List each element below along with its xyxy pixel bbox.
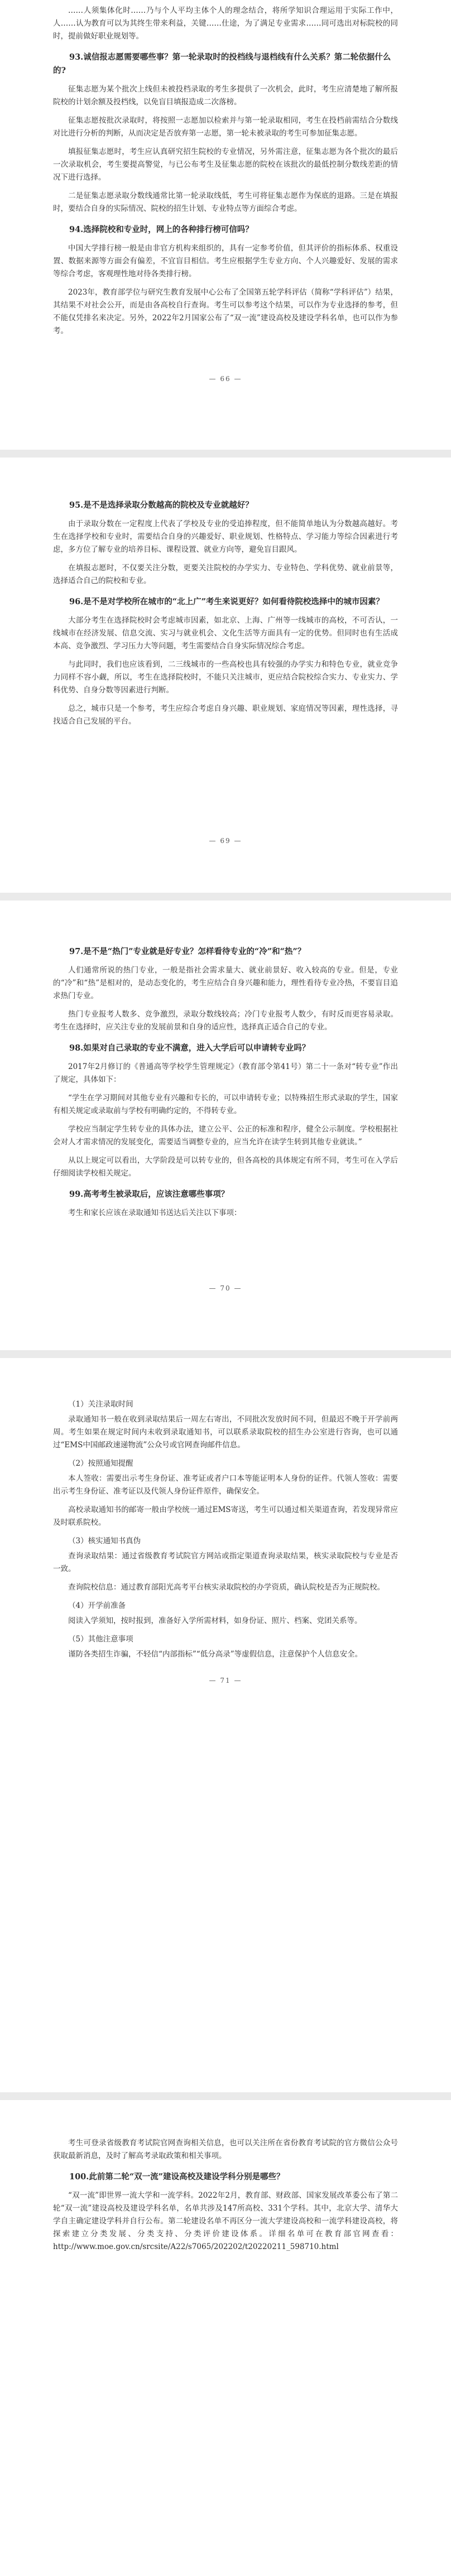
paragraph: 考生和家长应该在录取通知书送达后关注以下事项：: [68, 1208, 242, 1217]
page-divider: [0, 893, 451, 901]
page-number: — 69 —: [209, 837, 242, 845]
paragraph: 高校录取通知书的邮寄一般由学校统一通过EMS寄送，考生可以通过相关渠道查询，若发现异常应及时联系院校。: [53, 1505, 398, 1527]
document-page-3: [0, 915, 451, 1306]
question-96-heading: 96.是不是对学校所在城市的“北上广”考生来说更好？如何看待院校选择中的城市因素？: [69, 597, 384, 606]
paragraph: 查询院校信息：通过教育部阳光高考平台核实录取院校的办学资质，确认院校是否为正规院校。: [68, 1583, 385, 1592]
paragraph: 2017年2月修订的《普通高等学校学生管理规定》（教育部令第41号）第二十一条对“转专业”作出了规定，具体如下：: [53, 1062, 398, 1084]
document-page-5: [0, 2115, 451, 2449]
page-divider: [0, 2092, 451, 2100]
paragraph: 大部分考生在选择院校时会考虑城市因素，如北京、上海、广州等一线城市的高校，不可否认，一线城市在经济发展、信息交流、实习与就业机会、文化生活等方面具有一定的优势。但同时也有生活成本高、竞争激烈、学习压力大等问题，考生需要结合自身实际情况综合考虑。: [53, 616, 398, 651]
document-page-1: [0, 0, 451, 391]
page-number: — 66 —: [209, 375, 242, 383]
paragraph: 人们通常所说的热门专业，一般是指社会需求量大、就业前景好、收入较高的专业。但是，专业的“冷”和“热”是相对的，是动态变化的，考生应结合自身兴趣和能力，理性看待专业冷热，不要盲目追求热门专业。: [53, 966, 398, 1000]
subheading: （1）关注录取时间: [68, 1400, 133, 1409]
subheading: （2）按照通知提醒: [68, 1459, 133, 1468]
paragraph: 总之，城市只是一个参考，考生应综合考虑自身兴趣、职业规划、家庭情况等因素，理性选择，寻找适合自己发展的平台。: [53, 704, 398, 726]
page-number: — 70 —: [209, 1284, 242, 1292]
paragraph: 录取通知书一般在收到录取结果后一周左右寄出，不同批次发放时间不同，但最迟不晚于开学前两周。考生如果在规定时间内未收到录取通知书，可以联系录取院校的招生办公室进行咨询，也可以通过“EMS中国邮政速递物流”公众号或官网查询邮件信息。: [53, 1415, 398, 1450]
paragraph: 与此同时，我们也应该看到，二三线城市的一些高校也具有较强的办学实力和特色专业，就业竞争力同样不容小觑，所以，考生在选择院校时，不能只关注城市，更应结合院校综合实力、专业实力、学科优势、自身分数等因素进行判断。: [53, 660, 398, 695]
paragraph: 本人签收：需要出示考生身份证、准考证或者户口本等能证明本人身份的证件。代领人签收：需要出示考生身份证、准考证以及代领人身份证件原件，确保安全。: [53, 1474, 398, 1496]
paragraph: 阅读入学须知，按时报到，准备好入学所需材料，如身份证、照片、档案、党团关系等。: [68, 1616, 362, 1625]
paragraph: 由于录取分数在一定程度上代表了学校及专业的受追捧程度，但不能简单地认为分数越高越好。考生在选择学校和专业时，需要结合自身的兴趣爱好、职业规划、性格特点、学习能力等综合因素进行考虑，多方位了解专业的培养目标、课程设置、就业方向等，避免盲目跟风。: [53, 519, 398, 554]
paragraph: 考生可登录省级教育考试院官网查询相关信息，也可以关注所在省份教育考试院的官方微信公众号获取最新消息，及时了解高考录取政策和相关事项。: [53, 2139, 398, 2160]
question-94-heading: 94.选择院校和专业时，网上的各种排行榜可信吗？: [69, 225, 253, 234]
paragraph: 从以上规定可以看出，大学阶段是可以转专业的，但各高校的具体规定有所不同，考生可在入学后仔细阅读学校相关规定。: [53, 1156, 398, 1178]
paragraph: 中国大学排行榜一般是由非官方机构来组织的，具有一定参考价值，但其评价的指标体系、权重设置、数据来源等方面会有偏差，不宜盲目相信。考生应根据学生专业方向、个人兴趣爱好、发展的需求等综合考虑，客观理性地对待各类排行榜。: [53, 244, 398, 278]
page-number: — 71 —: [209, 1677, 242, 1684]
paragraph: 谨防各类招生诈骗，不轻信“内部指标”“低分高录”等虚假信息，注意保护个人信息安全。: [68, 1650, 363, 1659]
page-divider: [0, 1350, 451, 1358]
question-97-heading: 97.是不是“热门”专业就是好专业？怎样看待专业的“冷”和“热”？: [69, 947, 306, 956]
paragraph: 学校应当制定学生转专业的具体办法，建立公平、公正的标准和程序，健全公示制度。学校根据社会对人才需求情况的发展变化，需要适当调整专业的，应当允许在读学生转到其他专业就读。”: [53, 1125, 398, 1147]
paragraph: “学生在学习期间对其他专业有兴趣和专长的，可以申请转专业；以特殊招生形式录取的学生，国家有相关规定或录取前与学校有明确约定的，不得转专业。: [53, 1094, 398, 1115]
question-99-heading: 99.高考考生被录取后，应该注意哪些事项？: [69, 1190, 229, 1199]
question-95-heading: 95.是不是选择录取分数越高的院校及专业就越好？: [69, 500, 253, 510]
intro-paragraph: ……人须集体化时……乃与个人平均主体个人的理念结合，将所学知识合理运用于实际工作中，人……认为教育可以为其终生带来利益，关键……仕途，为了满足专业需求……同可选出对标院校的同时，提前做好职业规划等。: [53, 6, 398, 41]
question-93-heading: 93.诚信报志愿需要哪些事？第一轮录取时的投档线与退档线有什么关系？第二轮依据什么的?: [53, 52, 391, 75]
paragraph: 查询录取结果：通过省级教育考试院官方网站或指定渠道查询录取结果，核实录取院校与专业是否一致。: [53, 1552, 398, 1573]
paragraph: 征集志愿按批次录取时，将按照一志愿加以检索并与第一轮录取相同，考生在投档前需结合分数线对比进行分析的判断，从而决定是否放弃第一志愿，第一轮未被录取的考生可参加征集志愿。: [53, 116, 398, 138]
subheading: （4）开学前准备: [68, 1601, 126, 1610]
paragraph: 在填报志愿时，不仅要关注分数，更要关注院校的办学实力、专业特色、学科优势、就业前景等，选择适合自己的院校和专业。: [53, 564, 398, 585]
document-page-4: [0, 1373, 451, 1685]
question-100-heading: 100.此前第二轮“双一流”建设高校及建设学科分别是哪些？: [69, 2172, 285, 2182]
subheading: （3）核实通知书真伪: [68, 1537, 141, 1545]
paragraph: 热门专业报考人数多、竞争激烈，录取分数线较高；冷门专业报考人数少，有时反而更容易录取。考生在选择时，应关注专业的发展前景和自身的适应性，选择真正适合自己的专业。: [53, 1010, 398, 1032]
paragraph: 二是征集志愿录取分数线通常比第一轮录取线低，考生可将征集志愿作为保底的退路。三是在填报时，要结合自身的实际情况、院校的招生计划、专业特点等方面综合考虑。: [53, 191, 398, 213]
paragraph-with-link: “双一流”即世界一流大学和一流学科。2022年2月，教育部、财政部、国家发展改革委公布了第二轮“双一流”建设高校及建设学科名单，名单共涉及147所高校、331个学科。其中，北京大学、清华大学自主确定建设学科并自行公布。第二轮建设名单不再区分一流大学建设高校和一流学科建设高校，将探索建立分类发展、分类支持、分类评价建设体系。详细名单可在教育部官网查看：http://www.moe.gov.cn/srcsite/A22/s7065/202202/t20220211_598710.html: [53, 2191, 398, 2251]
document-page-2: [0, 469, 451, 859]
paragraph: 征集志愿为某个批次上线但未被投档录取的考生多提供了一次机会，此时，考生应清楚地了解所报院校的计划余额及投档线，以免盲目填报造成二次落榜。: [53, 85, 398, 107]
page-divider: [0, 450, 451, 458]
question-98-heading: 98.如果对自己录取的专业不满意，进入大学后可以申请转专业吗？: [69, 1043, 310, 1053]
subheading: （5）其他注意事项: [68, 1635, 133, 1644]
paragraph: 填报征集志愿时，考生应认真研究招生院校的专业情况，另外需注意，征集志愿为各个批次的最后一次录取机会，考生要提高警觉，与已公布考生及征集志愿的院校在该批次的最低控制分数线差距的情况下进行选择。: [53, 147, 398, 182]
paragraph: 2023年，教育部学位与研究生教育发展中心公布了全国第五轮学科评估（简称“学科评估”）结果，其结果不对社会公开，而是由各高校自行查询。考生可以参考这个结果，可以作为专业选择的参考，但不能仅凭排名来决定。另外，2022年2月国家公布了“双一流”建设高校及建设学科名单，也可以作为参考。: [53, 288, 398, 335]
